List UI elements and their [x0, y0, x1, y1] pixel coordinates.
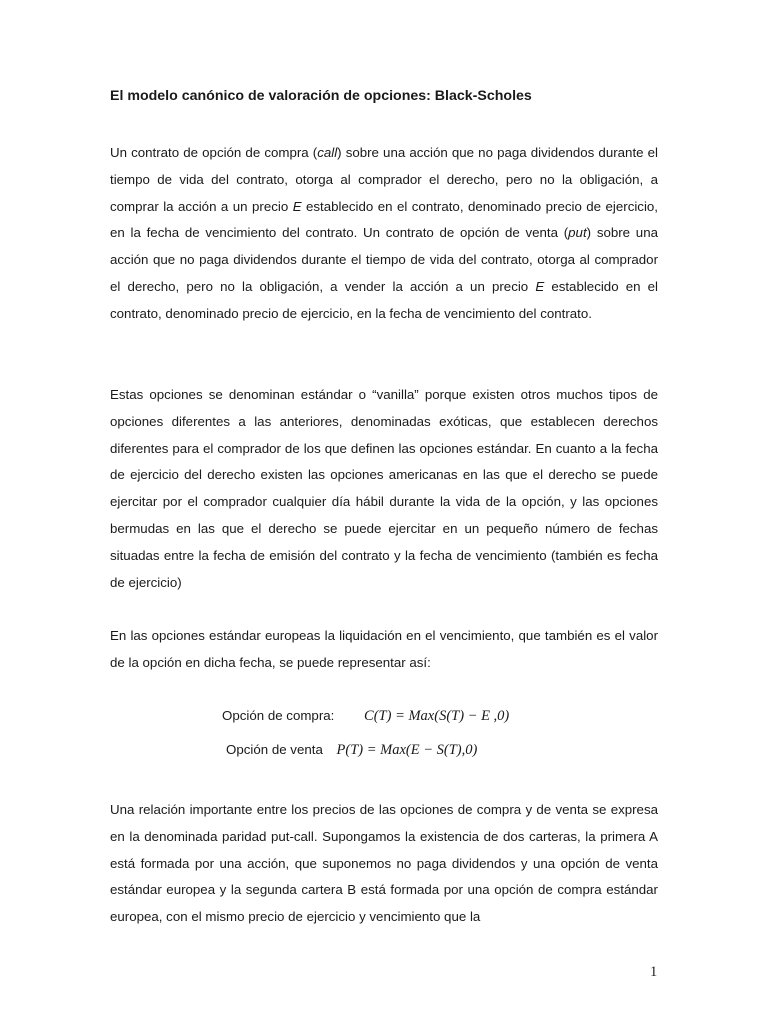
text: ) sobre una acción que no paga dividendos durante el tiempo de vida del contrato, otorga al comprador el derecho, pero no la obligación, a vender la acción a un precio [110, 225, 658, 294]
paragraph-european-settlement: En las opciones estándar europeas la liquidación en el vencimiento, que también es el valor de la opción en dicha fecha, se puede representar así: [110, 628, 658, 670]
symbol-E: E [292, 198, 302, 214]
paragraph-call-put-definition [110, 140, 658, 328]
equation-formula: C(T) = Max(S(T) − E ,0) [364, 708, 510, 724]
equation-label: Opción de compra: [222, 708, 335, 723]
text: establecido en el contrato, denominado precio de ejercicio, en la fecha de vencimiento del contrato. Un contrato de opción de venta ( [110, 198, 659, 241]
paragraph-option-types: Estas opciones se denominan estándar o “vanilla” porque existen otros muchos tipos de opciones diferentes a las anteriores, denominadas exóticas, que establecen derechos diferentes para el comprador de los que definen las opciones estándar. En cuanto a la fecha de ejercicio del derecho existen las opciones americanas en las que el derecho se puede ejercitar por el comprador cualquier día hábil durante la vida de la opción, y las opciones bermudas en las que el derecho se puede ejercitar en un pequeño número de fechas situadas entre la fecha de emisión del contrato y la fecha de vencimiento (también es fecha de ejercicio) [110, 387, 658, 590]
text: Un contrato de opción de compra ( [110, 145, 318, 160]
equation-label: Opción de venta [226, 742, 323, 757]
symbol-E: E [535, 278, 545, 294]
paragraph-put-call-parity: Una relación importante entre los precios de las opciones de compra y de venta se expresa en la denominada paridad put-call. Supongamos la existencia de dos carteras, la primera A está formada por una acción, que suponemos no paga dividendos y una opción de venta estándar europea y la segunda cartera B está formada por una opción de compra estándar europea, con el mismo precio de ejercicio y vencimiento que la [110, 802, 658, 925]
equation-formula: P(T) = Max(E − S(T),0) [336, 742, 478, 758]
text: ) sobre una acción que no paga dividendos durante el tiempo de vida del contrato, otorga al comprador el derecho, pero no la obligación, a comprar la acción a un precio [110, 145, 658, 214]
term-put: put [568, 225, 587, 241]
equation-call-payoff [222, 708, 509, 725]
term-call: call [317, 145, 338, 160]
text: establecido en el contrato, denominado precio de ejercicio, en la fecha de vencimiento del contrato. [110, 278, 658, 321]
document-title: El modelo canónico de valoración de opciones: Black-Scholes [110, 88, 532, 104]
page-number: 1 [650, 964, 658, 980]
equation-put-payoff [226, 742, 477, 759]
